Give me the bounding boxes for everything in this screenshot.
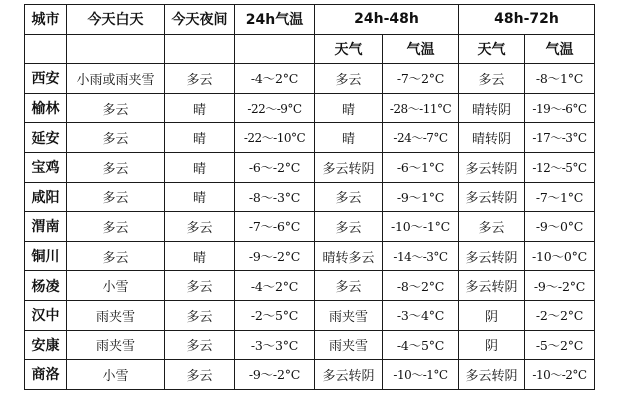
weather-48h: 多云转阴	[315, 152, 383, 182]
weather-48h: 多云	[315, 271, 383, 301]
forecast-table-body	[25, 5, 595, 390]
temp-24h: -9～-2°C	[235, 360, 315, 390]
temp-24h: -7～-6°C	[235, 212, 315, 242]
temp-72h: -10～-2°C	[525, 360, 595, 390]
temp-48h: -24～-7°C	[383, 123, 459, 153]
day-weather: 雨夹雪	[67, 330, 165, 360]
city-name: 榆林	[25, 93, 67, 123]
city-name: 西安	[25, 64, 67, 94]
table-row	[25, 152, 595, 182]
header-temp-24h: 24h气温	[235, 5, 315, 35]
temp-24h: -22～-10°C	[235, 123, 315, 153]
temp-72h: -7～1°C	[525, 182, 595, 212]
temp-72h: -9～-2°C	[525, 271, 595, 301]
temp-48h: -3～4°C	[383, 300, 459, 330]
table-row	[25, 64, 595, 94]
night-weather: 多云	[165, 330, 235, 360]
header-night: 今天夜间	[165, 5, 235, 35]
table-row	[25, 330, 595, 360]
city-name: 汉中	[25, 300, 67, 330]
weather-72h: 多云转阴	[459, 182, 525, 212]
temp-72h: -17～-3°C	[525, 123, 595, 153]
header-empty-cell	[165, 34, 235, 64]
header-empty-cell	[235, 34, 315, 64]
temp-24h: -3～3°C	[235, 330, 315, 360]
table-row	[25, 182, 595, 212]
weather-48h: 多云转阴	[315, 360, 383, 390]
weather-72h: 多云转阴	[459, 152, 525, 182]
weather-48h: 晴	[315, 93, 383, 123]
city-name: 渭南	[25, 212, 67, 242]
temp-72h: -12～-5°C	[525, 152, 595, 182]
city-name: 商洛	[25, 360, 67, 390]
table-row	[25, 93, 595, 123]
header-period-48-72h: 48h-72h	[459, 5, 595, 35]
table-row	[25, 271, 595, 301]
header-row-2	[25, 34, 595, 64]
night-weather: 多云	[165, 300, 235, 330]
temp-48h: -7～2°C	[383, 64, 459, 94]
weather-72h: 阴	[459, 330, 525, 360]
night-weather: 多云	[165, 360, 235, 390]
temp-24h: -22～-9°C	[235, 93, 315, 123]
header-row-1	[25, 5, 595, 35]
temp-24h: -9～-2°C	[235, 241, 315, 271]
temp-24h: -4～2°C	[235, 271, 315, 301]
city-name: 延安	[25, 123, 67, 153]
header-empty-cell	[67, 34, 165, 64]
weather-48h: 多云	[315, 182, 383, 212]
city-name: 铜川	[25, 241, 67, 271]
day-weather: 多云	[67, 152, 165, 182]
table-row	[25, 123, 595, 153]
day-weather: 小雪	[67, 360, 165, 390]
temp-48h: -28～-11°C	[383, 93, 459, 123]
weather-72h: 多云转阴	[459, 241, 525, 271]
temp-48h: -10～-1°C	[383, 212, 459, 242]
weather-72h: 多云	[459, 212, 525, 242]
forecast-table	[24, 4, 595, 390]
day-weather: 多云	[67, 93, 165, 123]
table-row	[25, 300, 595, 330]
table-row	[25, 212, 595, 242]
temp-48h: -10～-1°C	[383, 360, 459, 390]
day-weather: 小雪	[67, 271, 165, 301]
header-temp-72h: 气温	[525, 34, 595, 64]
day-weather: 多云	[67, 241, 165, 271]
night-weather: 多云	[165, 271, 235, 301]
city-name: 安康	[25, 330, 67, 360]
weather-72h: 晴转阴	[459, 123, 525, 153]
temp-24h: -4～2°C	[235, 64, 315, 94]
night-weather: 晴	[165, 93, 235, 123]
header-empty-cell	[25, 34, 67, 64]
weather-72h: 多云转阴	[459, 271, 525, 301]
day-weather: 多云	[67, 123, 165, 153]
temp-48h: -8～2°C	[383, 271, 459, 301]
temp-72h: -5～2°C	[525, 330, 595, 360]
temp-48h: -9～1°C	[383, 182, 459, 212]
weather-48h: 晴转多云	[315, 241, 383, 271]
weather-48h: 晴	[315, 123, 383, 153]
night-weather: 多云	[165, 64, 235, 94]
forecast-table-wrapper	[24, 4, 595, 390]
weather-72h: 晴转阴	[459, 93, 525, 123]
night-weather: 晴	[165, 182, 235, 212]
weather-48h: 雨夹雪	[315, 300, 383, 330]
weather-48h: 多云	[315, 212, 383, 242]
temp-48h: -14～-3°C	[383, 241, 459, 271]
temp-72h: -19～-6°C	[525, 93, 595, 123]
city-name: 杨凌	[25, 271, 67, 301]
temp-72h: -2～2°C	[525, 300, 595, 330]
temp-48h: -6～1°C	[383, 152, 459, 182]
table-row	[25, 241, 595, 271]
temp-72h: -9～0°C	[525, 212, 595, 242]
header-temp-48h: 气温	[383, 34, 459, 64]
temp-48h: -4～5°C	[383, 330, 459, 360]
weather-48h: 多云	[315, 64, 383, 94]
weather-72h: 多云转阴	[459, 360, 525, 390]
day-weather: 多云	[67, 182, 165, 212]
temp-72h: -8～1°C	[525, 64, 595, 94]
temp-24h: -2～5°C	[235, 300, 315, 330]
day-weather: 小雨或雨夹雪	[67, 64, 165, 94]
header-period-24-48h: 24h-48h	[315, 5, 459, 35]
temp-24h: -8～-3°C	[235, 182, 315, 212]
temp-72h: -10～0°C	[525, 241, 595, 271]
night-weather: 晴	[165, 123, 235, 153]
day-weather: 雨夹雪	[67, 300, 165, 330]
city-name: 宝鸡	[25, 152, 67, 182]
weather-72h: 阴	[459, 300, 525, 330]
temp-24h: -6～-2°C	[235, 152, 315, 182]
table-row	[25, 360, 595, 390]
city-name: 咸阳	[25, 182, 67, 212]
night-weather: 多云	[165, 212, 235, 242]
header-day: 今天白天	[67, 5, 165, 35]
day-weather: 多云	[67, 212, 165, 242]
night-weather: 晴	[165, 152, 235, 182]
header-city: 城市	[25, 5, 67, 35]
weather-72h: 多云	[459, 64, 525, 94]
night-weather: 晴	[165, 241, 235, 271]
header-weather-48h: 天气	[315, 34, 383, 64]
header-weather-72h: 天气	[459, 34, 525, 64]
weather-48h: 雨夹雪	[315, 330, 383, 360]
